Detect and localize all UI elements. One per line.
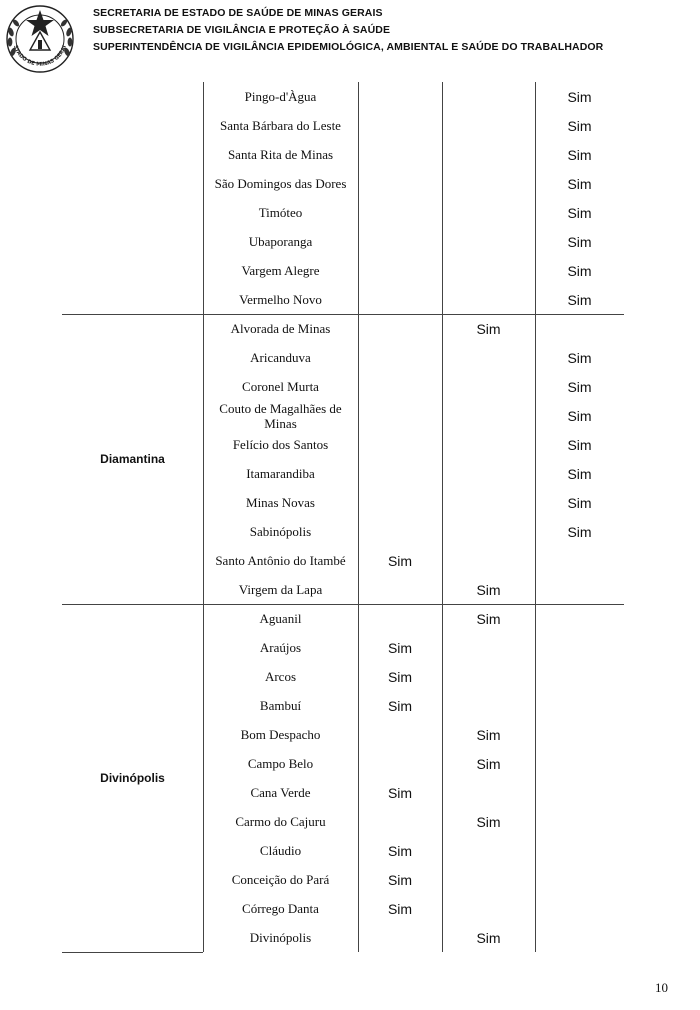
municipality-name: Alvorada de Minas bbox=[230, 321, 331, 336]
header-line-1: SECRETARIA DE ESTADO DE SAÚDE DE MINAS GERAIS bbox=[93, 7, 383, 19]
status-cell-2: Sim bbox=[476, 610, 501, 627]
status-cell-2: Sim bbox=[476, 581, 501, 598]
status-cell-2 bbox=[442, 140, 535, 169]
status-cell-1 bbox=[358, 923, 442, 952]
status-cell-2: Sim bbox=[476, 813, 501, 830]
status-cell-1 bbox=[358, 720, 442, 749]
status-cell-3: Sim bbox=[567, 88, 592, 105]
status-cell-1 bbox=[358, 256, 442, 285]
status-cell-3: Sim bbox=[567, 233, 592, 250]
status-cell-2 bbox=[442, 662, 535, 691]
status-cell-1 bbox=[358, 343, 442, 372]
status-cell-3 bbox=[535, 720, 624, 749]
status-cell-2 bbox=[442, 430, 535, 459]
status-cell-2 bbox=[442, 459, 535, 488]
document-header bbox=[0, 0, 700, 80]
table-row bbox=[203, 923, 624, 952]
municipality-name: Santa Rita de Minas bbox=[227, 147, 334, 162]
status-cell-1 bbox=[358, 227, 442, 256]
status-cell-2 bbox=[442, 256, 535, 285]
status-cell-2: Sim bbox=[476, 320, 501, 337]
status-cell-3: Sim bbox=[567, 146, 592, 163]
table-row bbox=[203, 372, 624, 401]
header-line-2: SUBSECRETARIA DE VIGILÂNCIA E PROTEÇÃO À SAÚDE bbox=[93, 24, 391, 36]
table-row bbox=[203, 894, 624, 923]
status-cell-1 bbox=[358, 807, 442, 836]
municipality-name: Ubaporanga bbox=[248, 234, 313, 249]
status-cell-2 bbox=[442, 198, 535, 227]
table-row bbox=[203, 720, 624, 749]
region-name bbox=[62, 82, 203, 314]
group-separator bbox=[62, 952, 203, 953]
municipality-name: Santa Bárbara do Leste bbox=[220, 118, 341, 133]
status-cell-2 bbox=[442, 836, 535, 865]
table-row bbox=[203, 140, 624, 169]
municipality-name: Virgem da Lapa bbox=[238, 582, 323, 597]
svg-text:ESTADO DE MINAS GERAIS: STADO DE MINAS GERAI bbox=[11, 44, 68, 68]
municipality-name: Pingo-d'Àgua bbox=[244, 89, 317, 104]
status-cell-2 bbox=[442, 401, 535, 430]
status-cell-3: Sim bbox=[567, 436, 592, 453]
municipality-name: Bom Despacho bbox=[240, 727, 321, 742]
status-cell-1: Sim bbox=[387, 639, 413, 656]
table-row bbox=[203, 82, 624, 111]
region-name: Divinópolis bbox=[100, 771, 165, 785]
table-row bbox=[203, 633, 624, 662]
table-row bbox=[203, 575, 624, 604]
status-cell-1 bbox=[358, 430, 442, 459]
state-coat-of-arms-icon bbox=[2, 2, 78, 74]
status-cell-2: Sim bbox=[476, 755, 501, 772]
municipality-name: Aguanil bbox=[259, 611, 302, 626]
status-cell-3: Sim bbox=[567, 465, 592, 482]
status-cell-1 bbox=[358, 198, 442, 227]
table-row bbox=[203, 343, 624, 372]
table-row bbox=[203, 111, 624, 140]
status-cell-3 bbox=[535, 575, 624, 604]
status-cell-3 bbox=[535, 778, 624, 807]
status-cell-1 bbox=[358, 401, 442, 430]
table-row bbox=[203, 807, 624, 836]
status-cell-3 bbox=[535, 894, 624, 923]
status-cell-2 bbox=[442, 517, 535, 546]
table-row bbox=[203, 256, 624, 285]
table-row bbox=[203, 488, 624, 517]
status-cell-3 bbox=[535, 662, 624, 691]
table-row bbox=[203, 517, 624, 546]
municipality-name: Campo Belo bbox=[247, 756, 314, 771]
municipality-name: Felício dos Santos bbox=[232, 437, 329, 452]
municipality-name: Conceição do Pará bbox=[231, 872, 330, 887]
status-cell-1 bbox=[358, 604, 442, 633]
municipality-name: Córrego Danta bbox=[242, 901, 319, 916]
municipality-name: Araújos bbox=[259, 640, 302, 655]
column-border bbox=[442, 82, 443, 952]
municipality-name: Santo Antônio do Itambé bbox=[215, 553, 346, 568]
table-row bbox=[203, 459, 624, 488]
status-cell-2: Sim bbox=[476, 929, 501, 946]
status-cell-3: Sim bbox=[567, 117, 592, 134]
municipality-name: Itamarandiba bbox=[246, 466, 315, 481]
table-row bbox=[203, 169, 624, 198]
status-cell-3 bbox=[535, 836, 624, 865]
status-cell-1 bbox=[358, 285, 442, 314]
status-cell-3: Sim bbox=[567, 204, 592, 221]
municipality-name: Cana Verde bbox=[250, 785, 311, 800]
status-cell-2: Sim bbox=[476, 726, 501, 743]
status-cell-3 bbox=[535, 546, 624, 575]
municipality-name: São Domingos das Dores bbox=[214, 176, 347, 191]
municipality-name: Vermelho Novo bbox=[239, 292, 322, 307]
status-cell-2 bbox=[442, 372, 535, 401]
table-row bbox=[203, 836, 624, 865]
municipality-name: Bambuí bbox=[259, 698, 302, 713]
municipality-name: Cláudio bbox=[259, 843, 302, 858]
table-row bbox=[203, 227, 624, 256]
status-cell-2 bbox=[442, 546, 535, 575]
status-cell-3 bbox=[535, 314, 624, 343]
status-cell-1 bbox=[358, 749, 442, 778]
table-row bbox=[203, 778, 624, 807]
status-cell-2 bbox=[442, 894, 535, 923]
status-cell-2 bbox=[442, 169, 535, 198]
municipality-name: Aricanduva bbox=[250, 350, 311, 365]
status-cell-3 bbox=[535, 604, 624, 633]
municipality-name: Sabinópolis bbox=[249, 524, 312, 539]
page-number: 10 bbox=[655, 980, 668, 995]
status-cell-1: Sim bbox=[387, 784, 413, 801]
status-cell-1 bbox=[358, 488, 442, 517]
status-cell-1 bbox=[358, 169, 442, 198]
status-cell-3: Sim bbox=[567, 262, 592, 279]
status-cell-3: Sim bbox=[567, 523, 592, 540]
municipality-name: Carmo do Cajuru bbox=[235, 814, 326, 829]
municipality-name: Minas Novas bbox=[246, 495, 315, 510]
status-cell-3 bbox=[535, 691, 624, 720]
table-row bbox=[203, 662, 624, 691]
status-cell-3 bbox=[535, 807, 624, 836]
status-cell-3 bbox=[535, 923, 624, 952]
table-row bbox=[203, 198, 624, 227]
table-row bbox=[203, 285, 624, 314]
table-row bbox=[203, 430, 624, 459]
status-cell-2 bbox=[442, 227, 535, 256]
status-cell-2 bbox=[442, 111, 535, 140]
table-row bbox=[203, 865, 624, 894]
status-cell-3: Sim bbox=[567, 175, 592, 192]
table-row bbox=[203, 691, 624, 720]
status-cell-3 bbox=[535, 749, 624, 778]
header-line-3: SUPERINTENDÊNCIA DE VIGILÂNCIA EPIDEMIOLÓGICA, AMBIENTAL E SAÚDE DO TRABALHADOR bbox=[93, 41, 604, 53]
status-cell-3 bbox=[535, 865, 624, 894]
status-cell-3: Sim bbox=[567, 349, 592, 366]
status-cell-1: Sim bbox=[387, 668, 413, 685]
status-cell-3 bbox=[535, 633, 624, 662]
status-cell-1 bbox=[358, 140, 442, 169]
municipality-name: Coronel Murta bbox=[242, 379, 319, 394]
status-cell-2 bbox=[442, 82, 535, 111]
status-cell-1 bbox=[358, 517, 442, 546]
status-cell-1 bbox=[358, 82, 442, 111]
status-cell-1 bbox=[358, 372, 442, 401]
table-row bbox=[203, 401, 624, 430]
status-cell-3: Sim bbox=[567, 407, 592, 424]
status-cell-2 bbox=[442, 633, 535, 662]
status-cell-3: Sim bbox=[567, 494, 592, 511]
table-row bbox=[203, 546, 624, 575]
status-cell-2 bbox=[442, 691, 535, 720]
table-row bbox=[203, 314, 624, 343]
column-border bbox=[358, 82, 359, 952]
status-cell-2 bbox=[442, 865, 535, 894]
status-cell-1 bbox=[358, 314, 442, 343]
status-cell-1: Sim bbox=[387, 900, 413, 917]
status-cell-1 bbox=[358, 575, 442, 604]
status-cell-1: Sim bbox=[387, 842, 413, 859]
status-cell-1: Sim bbox=[387, 697, 413, 714]
municipality-name: Divinópolis bbox=[249, 930, 312, 945]
status-cell-1 bbox=[358, 111, 442, 140]
status-cell-2 bbox=[442, 285, 535, 314]
status-cell-2 bbox=[442, 488, 535, 517]
status-cell-3: Sim bbox=[567, 378, 592, 395]
column-border bbox=[535, 82, 536, 952]
region-group bbox=[62, 314, 624, 604]
region-group bbox=[62, 604, 624, 952]
municipality-name: Timóteo bbox=[258, 205, 303, 220]
status-cell-3: Sim bbox=[567, 291, 592, 308]
region-name: Diamantina bbox=[100, 452, 165, 466]
status-cell-2 bbox=[442, 343, 535, 372]
table-row bbox=[203, 604, 624, 633]
status-cell-1: Sim bbox=[387, 552, 413, 569]
municipality-name: Vargem Alegre bbox=[241, 263, 320, 278]
region-group bbox=[62, 82, 624, 314]
column-border bbox=[203, 82, 204, 952]
municipality-name: Arcos bbox=[264, 669, 297, 684]
status-cell-1 bbox=[358, 459, 442, 488]
table-row bbox=[203, 749, 624, 778]
municipality-name: Couto de Magalhães de Minas bbox=[219, 400, 342, 431]
status-cell-2 bbox=[442, 778, 535, 807]
status-cell-1: Sim bbox=[387, 871, 413, 888]
